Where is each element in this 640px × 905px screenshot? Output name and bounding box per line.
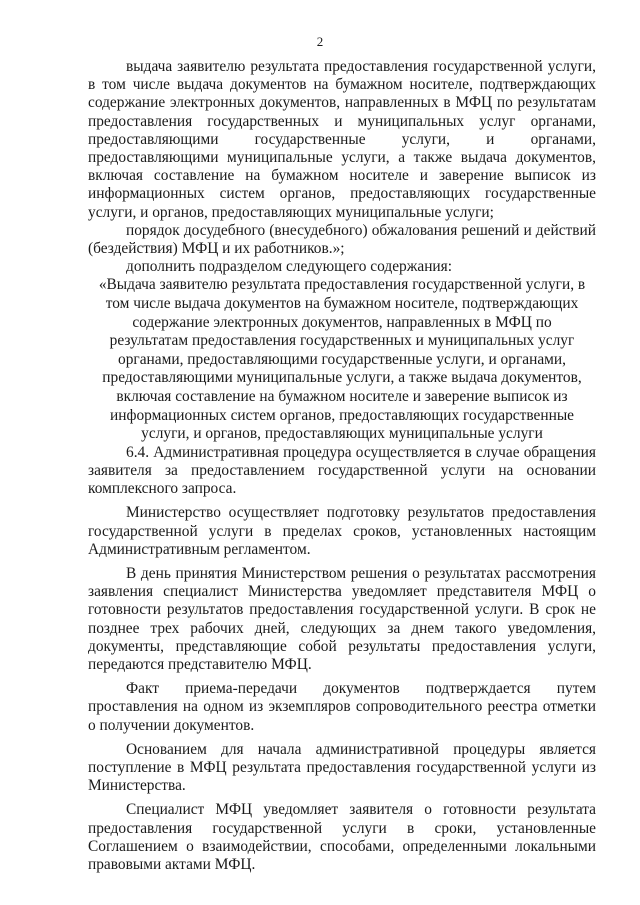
paragraph-procedure-basis: Основанием для начала административной процедуры является поступление в МФЦ результата предоставления государственной услуги из Министерства. [88, 740, 596, 795]
paragraph-ministry-preparation: Министерство осуществляет подготовку результатов предоставления государственной услуги в пределах сроков, установленных настоящим Административным регламентом. [88, 504, 596, 558]
page-number: 2 [316, 34, 324, 49]
paragraph-6-4: 6.4. Административная процедура осуществляется в случае обращения заявителя за предоставлением государственной услуги на основании комплексного запроса. [88, 443, 596, 498]
subsection-heading: «Выдача заявителю результата предоставления государственной услуги, в том числе выдача документов на бумажном носителе, подтверждающих содержание электронных документов, направленных в МФЦ по результатам предоставления государственных и муниципальных услуг органами, предоставляющими государственные услуги, и органами, предоставляющими муниципальные услуги, а также выдача документов, включая составление на бумажном носителе и заверение выписок из информационных систем органов, предоставляющих государственные услуги, и органов, предоставляющих муниципальные услуги [98, 276, 586, 443]
paragraph-mfc-notification: Специалист МФЦ уведомляет заявителя о готовности результата предоставления государственной услуги в сроки, установленные Соглашением о взаимодействии, способами, определенными локальными правовыми актами МФЦ. [88, 801, 596, 874]
paragraph-notification: В день принятия Министерством решения о результатах рассмотрения заявления специалист Министерства уведомляет представителя МФЦ о готовности результатов предоставления государственной услуги. В срок не позднее трех рабочих дней, следующих за днем такого уведомления, документы, представляющие собой результаты предоставления услуги, передаются представителю МФЦ. [88, 565, 596, 674]
paragraph-add-subsection: дополнить подразделом следующего содержания: [126, 258, 453, 276]
document-body [88, 58, 596, 874]
paragraph-issuance: выдача заявителю результата предоставления государственной услуги, в том числе выдача документов на бумажном носителе, подтверждающих содержание электронных документов, направленных в МФЦ по результатам предоставления государственных и муниципальных услуг органами, предоставляющими государственные услуги, и органами, предоставляющими муниципальные услуги, а также выдача документов, включая составление на бумажном носителе и заверение выписок из информационных систем органов, предоставляющих государственные услуги, и органов, предоставляющих муниципальные услуги; [88, 58, 596, 221]
paragraph-appeal-procedure: порядок досудебного (внесудебного) обжалования решений и действий (бездействия) МФЦ и их работников.»; [88, 221, 596, 258]
paragraph-transfer-fact: Факт приема-передачи документов подтверждается путем проставления на одном из экземпляров сопроводительного реестра отметки о получении документов. [88, 680, 596, 734]
